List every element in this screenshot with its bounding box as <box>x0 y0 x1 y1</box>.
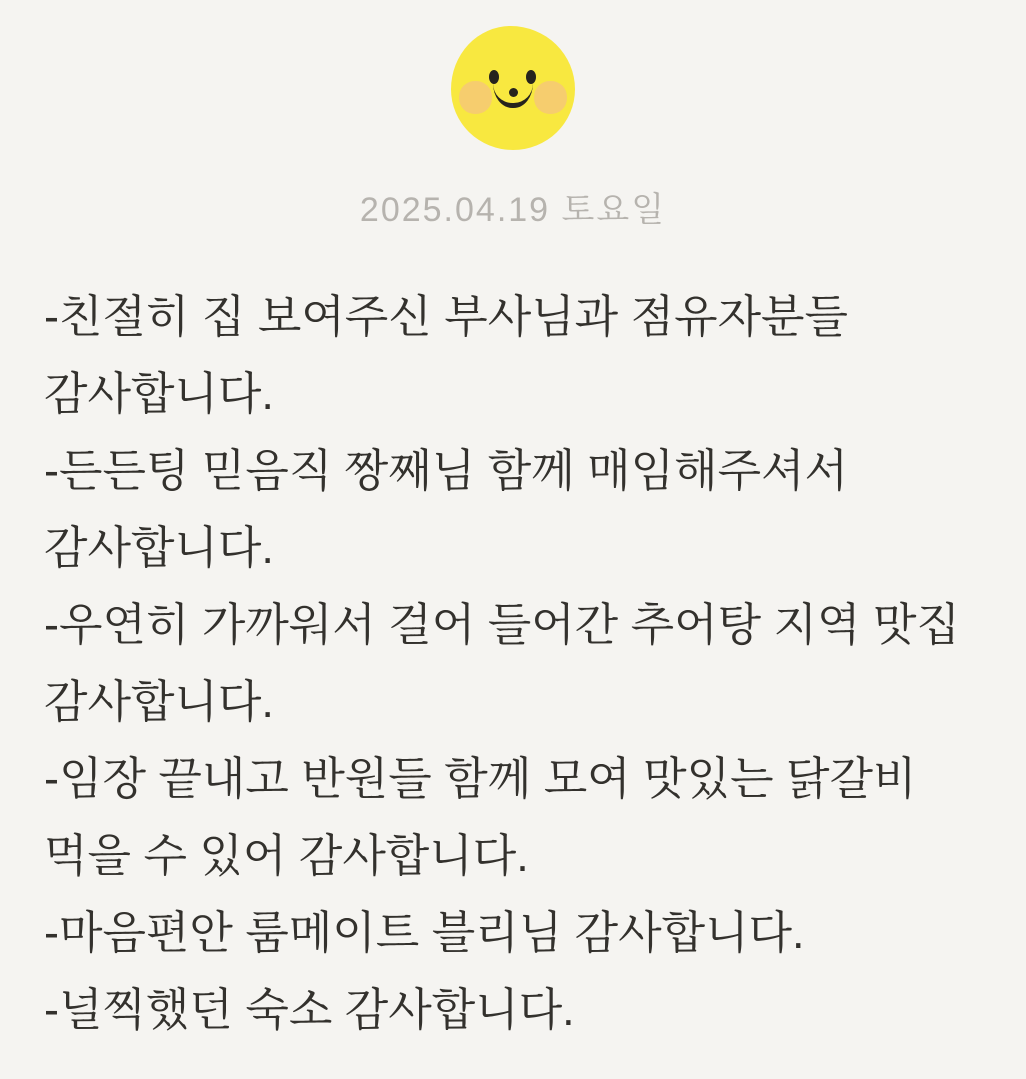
smiley-mouth-shape <box>493 79 533 108</box>
entry-date: 2025.04.19 토요일 <box>359 191 667 229</box>
gratitude-entry: -우연히 가까워서 걸어 들어간 추어탕 지역 맛집 감사합니다. <box>44 599 960 727</box>
diary-header <box>0 0 1026 231</box>
gratitude-entry: -친절히 집 보여주신 부사님과 점유자분들 감사합니다. <box>44 291 848 419</box>
gratitude-list <box>0 231 1026 1048</box>
gratitude-entry: -든든팅 믿음직 짱째님 함께 매임해주셔서 감사합니다. <box>44 445 848 573</box>
gratitude-entry: -널찍했던 숙소 감사합니다. <box>44 984 575 1035</box>
gratitude-entry: -임장 끝내고 반원들 함께 모여 맛있는 닭갈비 먹을 수 있어 감사합니다. <box>44 753 917 881</box>
smiley-face-icon <box>451 26 575 150</box>
smiley-left-cheek-shape <box>459 81 492 114</box>
smiley-right-cheek-shape <box>534 81 567 114</box>
gratitude-entry: -마음편안 룸메이트 블리님 감사합니다. <box>44 907 805 958</box>
